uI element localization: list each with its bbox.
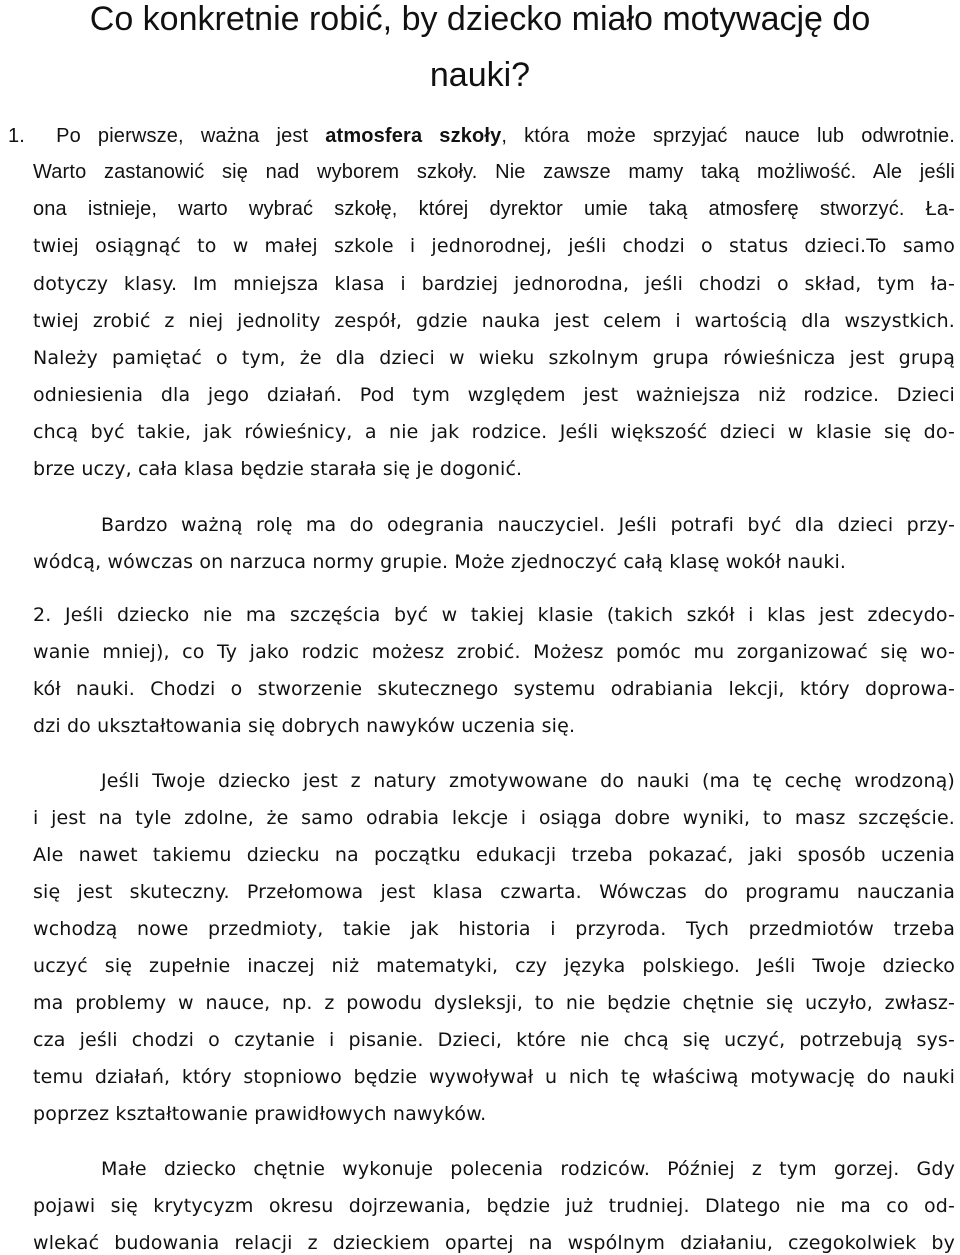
section-3-line-3: Ale nawet takiemu dziecku na początku edukacji trzeba pokazać, jaki sposób uczenia <box>33 844 955 866</box>
section-1-text-start: Po pierwsze, ważna jest <box>56 125 326 147</box>
section-3-line-2: i jest na tyle zdolne, że samo odrabia lekcje i osiąga dobre wyniki, to masz szczęście. <box>33 807 955 829</box>
section-1-line-3: ona istnieje, warto wybrać szkołę, której dyrektor umie taką atmosferę stworzyć. Ła- <box>33 198 955 220</box>
section-4-line-1: Małe dziecko chętnie wykonuje polecenia rodziców. Później z tym gorzej. Gdy <box>101 1158 955 1180</box>
section-1-line-5: dotyczy klasy. Im mniejsza klasa i bardziej jednorodna, jeśli chodzi o skład, tym ła- <box>33 273 955 295</box>
section-4-line-3: wlekać budowania relacji z dzieckiem opartej na wspólnym działaniu, czegokolwiek by <box>33 1232 955 1254</box>
highlight-atmosfera-szkoly: atmosfera szkoły <box>325 125 502 147</box>
teacher-paragraph-line-2: wódcą, wówczas on narzuca normy grupie. Może zjednoczyć całą klasę wokół nauki. <box>33 551 847 573</box>
list-number-1: 1. <box>8 125 25 147</box>
section-3-line-7: ma problemy w nauce, np. z powodu dysleksji, to nie będzie chętnie się uczyło, zwłasz- <box>33 992 955 1014</box>
section-1-line-1 <box>8 124 955 148</box>
section-2-line-3: kół nauki. Chodzi o stworzenie skutecznego systemu odrabiania lekcji, który doprowa- <box>33 678 955 700</box>
section-2-line-1: 2. Jeśli dziecko nie ma szczęścia być w takiej klasie (takich szkół i klas jest zdecydo- <box>33 604 955 626</box>
section-1-line-6: twiej zrobić z niej jednolity zespół, gdzie nauka jest celem i wartością dla wszystkich. <box>33 310 955 332</box>
section-1-line-10: brze uczy, cała klasa będzie starała się je dogonić. <box>33 458 523 480</box>
section-3-line-6: uczyć się zupełnie inaczej niż matematyki, czy języka polskiego. Jeśli Twoje dziecko <box>33 955 955 977</box>
section-1-line-4: twiej osiągnąć to w małej szkole i jednorodnej, jeśli chodzi o status dzieci.To samo <box>33 235 955 257</box>
section-3-line-8: cza jeśli chodzi o czytanie i pisanie. Dzieci, które nie chcą się uczyć, potrzebują sys- <box>33 1029 955 1051</box>
section-3-line-1: Jeśli Twoje dziecko jest z natury zmotywowane do nauki (ma tę cechę wrodzoną) <box>101 770 955 792</box>
section-1-line-8: odniesienia dla jego działań. Pod tym względem jest ważniejsza niż rodzice. Dzieci <box>33 384 955 406</box>
section-3-line-5: wchodzą nowe przedmioty, takie jak historia i przyroda. Tych przedmiotów trzeba <box>33 918 955 940</box>
section-4-line-2: pojawi się krytycyzm okresu dojrzewania, będzie już trudniej. Dlatego nie ma co od- <box>33 1195 955 1217</box>
page-title-line-1: Co konkretnie robić, by dziecko miało motywację do <box>89 0 871 38</box>
section-2-line-2: wanie mniej), co Ty jako rodzic możesz zrobić. Możesz pomóc mu zorganizować się wo- <box>33 641 955 663</box>
page-title-line-2: nauki? <box>429 56 531 94</box>
section-1-line-7: Należy pamiętać o tym, że dla dzieci w wieku szkolnym grupa rówieśnicza jest grupą <box>33 347 955 369</box>
teacher-paragraph-line-1: Bardzo ważną rolę ma do odegrania nauczyciel. Jeśli potrafi być dla dzieci przy- <box>101 514 955 536</box>
section-3-line-4: się jest skuteczny. Przełomowa jest klasa czwarta. Wówczas do programu nauczania <box>33 881 955 903</box>
section-2-line-4: dzi do ukształtowania się dobrych nawyków uczenia się. <box>33 715 576 737</box>
section-3-line-9: temu działań, który stopniowo będzie wywoływał u nich tę właściwą motywację do nauki <box>33 1066 955 1088</box>
section-1-line-9: chcą być takie, jak rówieśnicy, a nie jak rodzice. Jeśli większość dzieci w klasie się do- <box>33 421 955 443</box>
section-1-line-2: Warto zastanowić się nad wyborem szkoły. Nie zawsze mamy taką możliwość. Ale jeśli <box>33 161 955 183</box>
section-3-line-10: poprzez kształtowanie prawidłowych nawyków. <box>33 1103 487 1125</box>
section-1-text-end: , która może sprzyjać nauce lub odwrotnie. <box>501 125 955 147</box>
